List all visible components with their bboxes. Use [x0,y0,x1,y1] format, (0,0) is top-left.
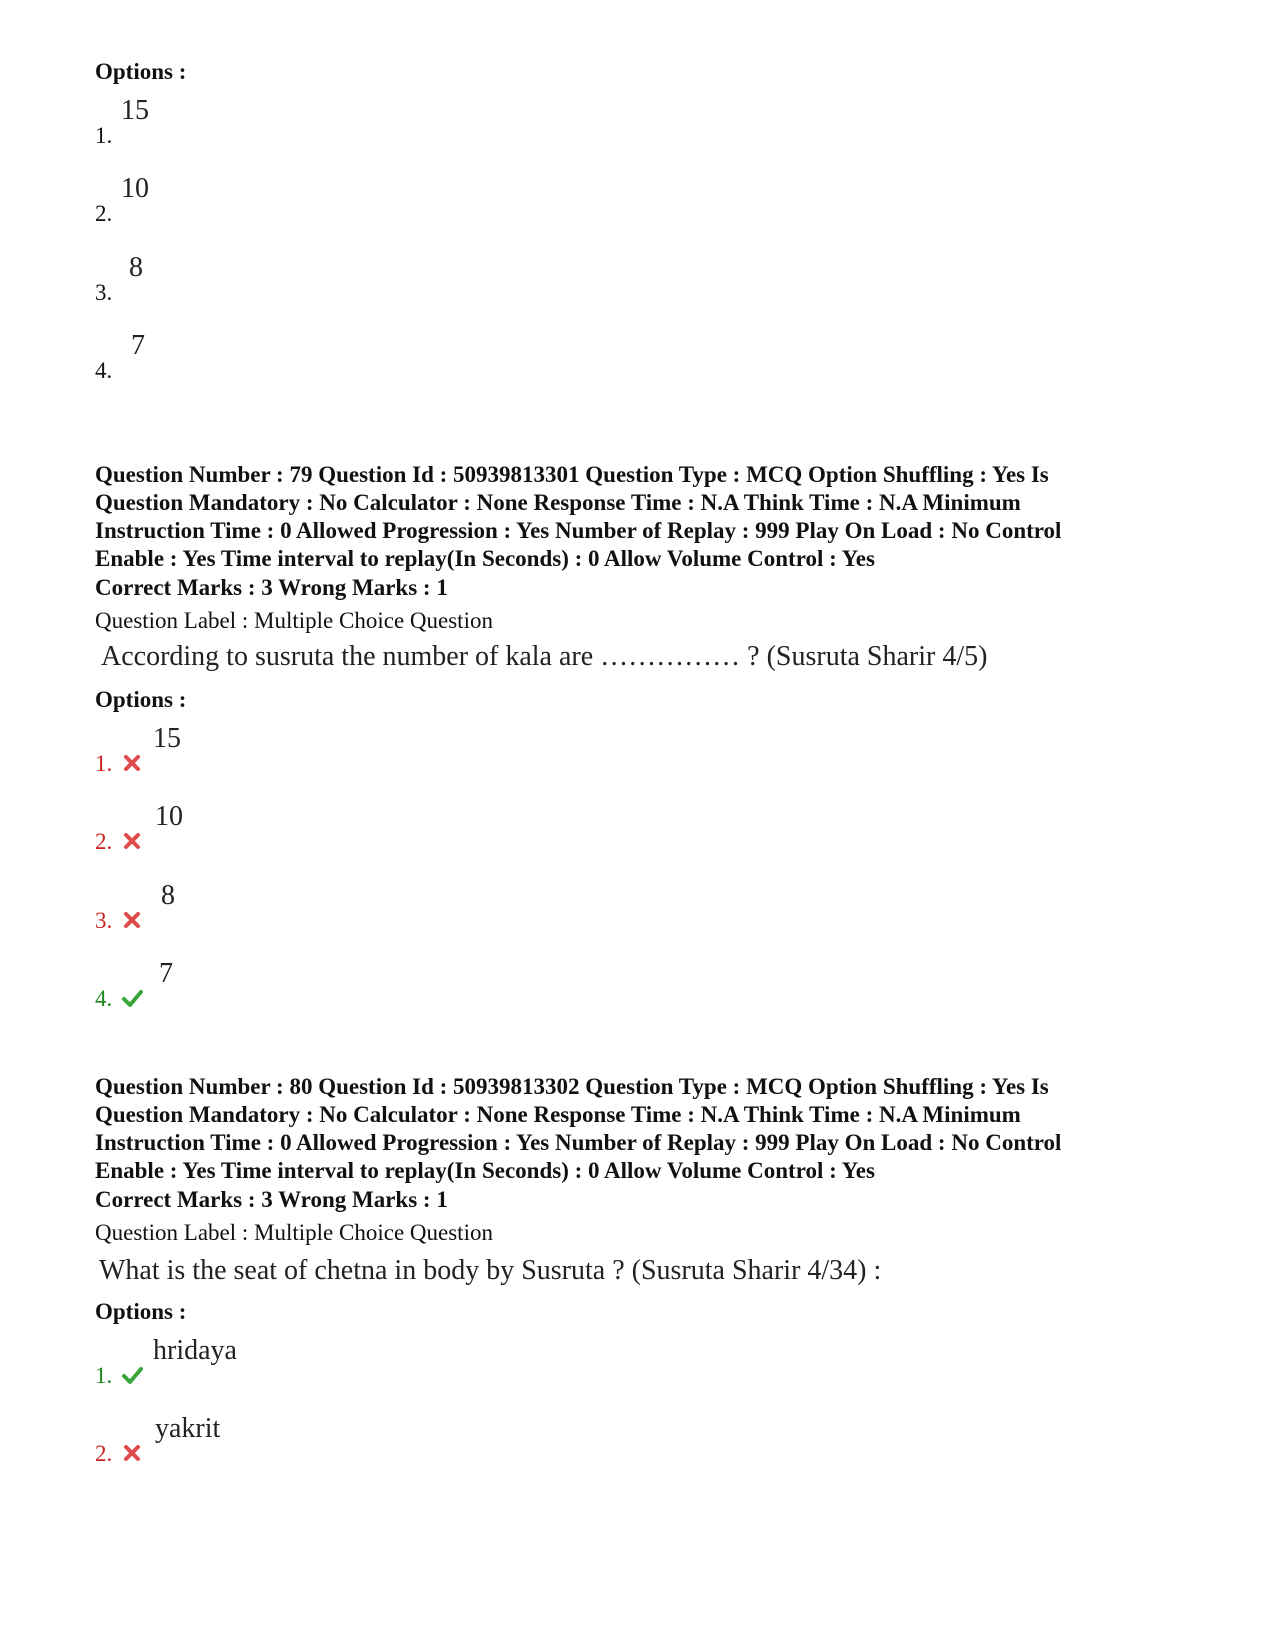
question-label: Question Label : Multiple Choice Question [95,1220,493,1245]
cross-icon [121,909,143,931]
option-text: hridaya [153,1335,237,1366]
option-number: 3. [95,908,113,933]
meta-line: Question Mandatory : No Calculator : None Response Time : N.A Think Time : N.A Minimum [95,1102,1021,1127]
option-number: 4. [95,358,113,383]
cross-icon [121,752,143,774]
option-number: 1. [95,123,113,148]
option-text: 7 [159,958,173,989]
check-icon [121,1364,143,1386]
option-number: 1. [95,1363,113,1388]
options-title: Options : [95,687,187,712]
question-text: What is the seat of chetna in body by Susruta ? (Susruta Sharir 4/34) : [99,1255,882,1286]
option-text: 10 [121,173,149,204]
meta-line: Question Number : 79 Question Id : 50939813301 Question Type : MCQ Option Shuffling : Yes Is [95,462,1049,487]
option-number: 2. [95,1441,113,1466]
question-marks: Correct Marks : 3 Wrong Marks : 1 [95,1187,448,1212]
cross-icon [121,830,143,852]
question-marks: Correct Marks : 3 Wrong Marks : 1 [95,575,448,600]
option-text: 8 [161,880,175,911]
meta-line: Instruction Time : 0 Allowed Progression : Yes Number of Replay : 999 Play On Load : No Control [95,1130,1062,1155]
option-number: 2. [95,201,113,226]
meta-line: Enable : Yes Time interval to replay(In Seconds) : 0 Allow Volume Control : Yes [95,546,875,571]
question-text: According to susruta the number of kala are …………… ? (Susruta Sharir 4/5) [101,641,988,672]
option-text: 15 [121,95,149,126]
meta-line: Question Number : 80 Question Id : 50939813302 Question Type : MCQ Option Shuffling : Yes Is [95,1074,1049,1099]
meta-line: Instruction Time : 0 Allowed Progression : Yes Number of Replay : 999 Play On Load : No Control [95,518,1062,543]
options-title: Options : [95,59,187,84]
meta-line: Enable : Yes Time interval to replay(In Seconds) : 0 Allow Volume Control : Yes [95,1158,875,1183]
check-icon [121,987,143,1009]
cross-icon [121,1442,143,1464]
option-text: 15 [153,723,181,754]
options-title: Options : [95,1299,187,1324]
option-text: 7 [131,330,145,361]
question-meta [95,461,1175,573]
option-text: yakrit [155,1413,221,1444]
option-number: 3. [95,280,113,305]
option-number: 4. [95,986,113,1011]
option-number: 2. [95,829,113,854]
option-text: 10 [155,801,183,832]
question-meta [95,1073,1175,1185]
option-number: 1. [95,751,113,776]
meta-line: Question Mandatory : No Calculator : None Response Time : N.A Think Time : N.A Minimum [95,490,1021,515]
question-label: Question Label : Multiple Choice Question [95,608,493,633]
option-text: 8 [129,252,143,283]
